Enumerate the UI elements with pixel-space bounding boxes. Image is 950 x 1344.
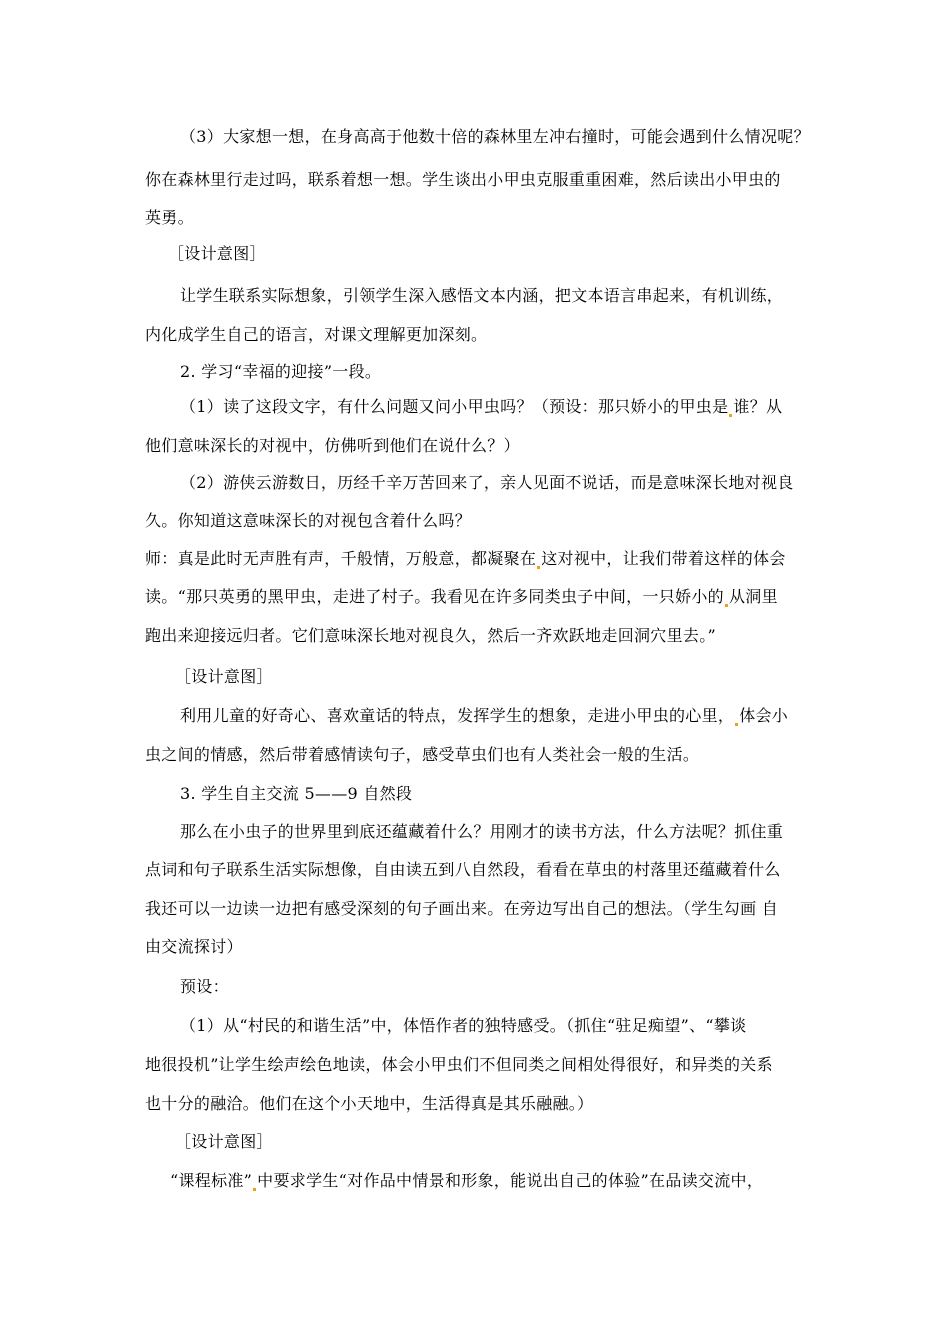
text-line: 让学生联系实际想象，引领学生深入感悟文本内涵，把文本语言串起来，有机训练，: [180, 286, 784, 305]
text-line: 虫之间的情感，然后带着感情读句子，感受草虫们也有人类社会一般的生活。: [145, 745, 700, 764]
design-intent-heading: ［设计意图］: [175, 667, 273, 686]
text-segment: 读。“那只英勇的黑甲虫，走进了村子。我看见在许多同类虫子中间，一只娇小的: [145, 587, 724, 606]
text-segment: 从洞里: [728, 587, 778, 606]
text-line: [145, 549, 786, 569]
section-heading: 2. 学习“幸福的迎接”一段。: [180, 362, 382, 381]
text-line: 久。你知道这意味深长的对视包含着什么吗？: [145, 511, 472, 530]
text-line: 你在森林里行走过吗，联系着想一想。学生谈出小甲虫克服重重困难，然后读出小甲虫的: [145, 170, 781, 189]
text-line: [180, 397, 782, 417]
revision-mark: [729, 414, 732, 417]
text-segment: 体会小: [739, 706, 789, 725]
text-line: 内化成学生自己的语言，对课文理解更加深刻。: [145, 325, 488, 344]
revision-mark: [725, 604, 728, 607]
text-line: （1）从“村民的和谐生活”中，体悟作者的独特感受。（抓住“驻足痴望”、“攀谈: [180, 1016, 747, 1035]
text-line: 由交流探讨）: [145, 937, 243, 956]
section-heading: 3. 学生自主交流 5——9 自然段: [180, 784, 413, 803]
text-line: [145, 587, 778, 607]
text-line: （2）游侠云游数日，历经千辛万苦回来了，亲人见面不说话，而是意味深长地对视良: [180, 473, 794, 492]
design-intent-heading: ［设计意图］: [168, 244, 266, 263]
text-line: 跑出来迎接远归者。它们意味深长地对视良久，然后一齐欢跃地走回洞穴里去。”: [145, 626, 716, 645]
text-segment: （1）读了这段文字，有什么问题又问小甲虫吗？（预设：那只娇小的甲虫是: [180, 397, 729, 416]
preset-label: 预设：: [180, 977, 229, 996]
text-segment: 这对视中，让我们带着这样的体会: [541, 549, 786, 568]
text-line: （3）大家想一想，在身高高于他数十倍的森林里左冲右撞时，可能会遇到什么情况呢？: [180, 127, 810, 146]
text-segment: 中要求学生“对作品中情景和形象，能说出自己的体验”在品读交流中，: [257, 1171, 764, 1190]
text-line: 英勇。: [145, 208, 194, 227]
revision-mark: [537, 566, 540, 569]
text-segment: “课程标准”: [170, 1171, 253, 1190]
text-line: 点词和句子联系生活实际想像，自由读五到八自然段，看看在草虫的村落里还蕴藏着什么: [145, 860, 781, 879]
revision-mark: [735, 723, 738, 726]
design-intent-heading: ［设计意图］: [175, 1132, 273, 1151]
text-line: 那么在小虫子的世界里到底还蕴藏着什么？用刚才的读书方法，什么方法呢？抓住重: [180, 822, 784, 841]
text-line: [170, 1171, 763, 1191]
text-line: [180, 706, 788, 726]
text-line: 他们意味深长的对视中，仿佛听到他们在说什么？）: [145, 436, 520, 455]
text-line: 也十分的融洽。他们在这个小天地中，生活得真是其乐融融。）: [145, 1094, 594, 1113]
text-line: 我还可以一边读一边把有感受深刻的句子画出来。在旁边写出自己的想法。（学生勾画 自: [145, 899, 779, 918]
text-segment: 师：真是此时无声胜有声，千般情，万般意，都凝聚在: [145, 549, 537, 568]
text-segment: 利用儿童的好奇心、喜欢童话的特点，发挥学生的想象，走进小甲虫的心里，: [180, 706, 735, 725]
text-segment: 谁？从: [733, 397, 783, 416]
text-line: 地很投机”让学生绘声绘色地读，体会小甲虫们不但同类之间相处得很好，和异类的关系: [145, 1055, 773, 1074]
revision-mark: [253, 1188, 256, 1191]
